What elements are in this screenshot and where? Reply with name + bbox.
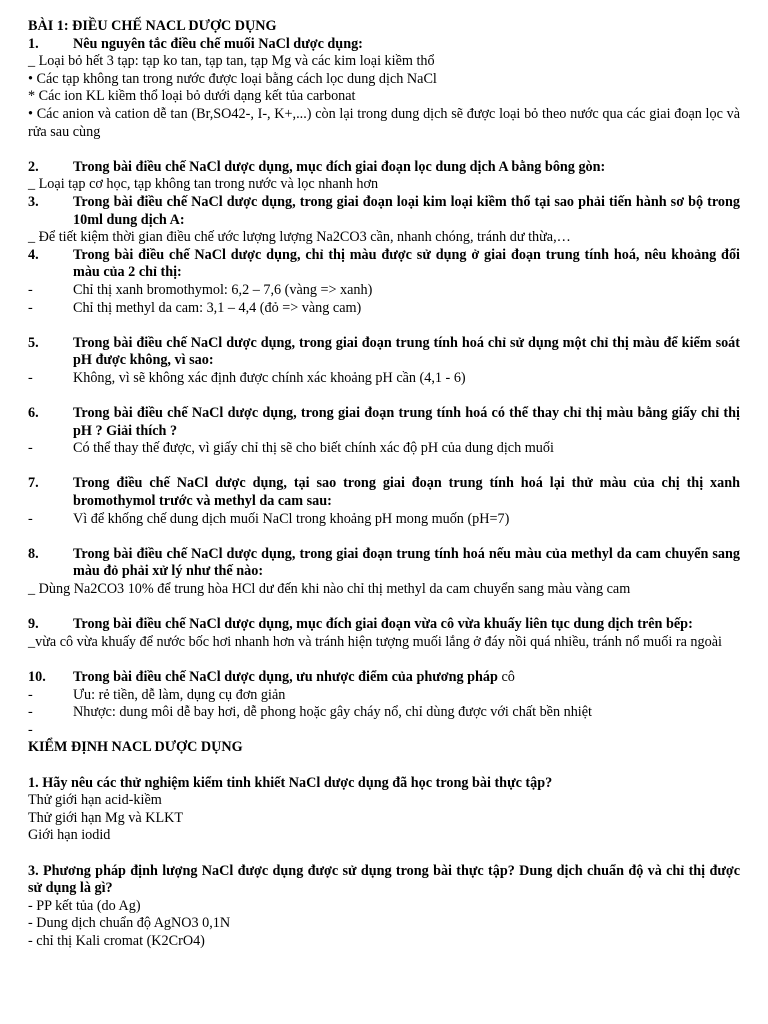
question-number: 1.	[28, 35, 39, 52]
dash-marker: -	[28, 440, 33, 457]
question-text: Trong bài điều chế NaCl dược dụng, trong giai đoạn trung tính hoá nếu màu của methyl da cam chuyển sang màu đỏ phải xử lý như thế nào:	[73, 545, 740, 580]
question-text: Nêu nguyên tắc điều chế muối NaCl dược dụng:	[73, 35, 363, 52]
question-text: Trong bài điều chế NaCl dược dụng, mục đích giai đoạn vừa cô vừa khuấy liên tục dung dịch trên bếp:	[73, 616, 693, 633]
dash-marker: -	[28, 721, 33, 738]
answer-text: Chỉ thị xanh bromothymol: 6,2 – 7,6 (vàng => xanh)	[73, 281, 373, 298]
question-text-tail: cô	[501, 668, 515, 685]
answer-line: Giới hạn iodid	[28, 827, 111, 844]
answer-text: Không, vì sẽ không xác định được chính xác khoảng pH cần (4,1 - 6)	[73, 369, 466, 386]
answer-item	[28, 722, 740, 740]
question-text: Trong bài điều chế NaCl dược dụng, chỉ thị màu được sử dụng ở giai đoạn trung tính hoá, nêu khoảng đổi màu của 2 chỉ thị:	[73, 246, 740, 281]
question-number: 4.	[28, 246, 39, 263]
answer-line: - chỉ thị Kali cromat (K2CrO4)	[28, 932, 205, 949]
question-number: 3.	[28, 193, 39, 210]
question-number: 2.	[28, 158, 39, 175]
question-1	[28, 36, 740, 54]
question-6	[28, 405, 740, 440]
question-text: Trong điều chế NaCl dược dụng, tại sao trong giai đoạn trung tính hoá lại thử màu của chị thị xanh bromothymol trước và methyl da cam sau:	[73, 475, 740, 510]
question-9	[28, 616, 740, 634]
s2-question-1: 1. Hãy nêu các thử nghiệm kiểm tinh khiết NaCl dược dụng đã học trong bài thực tập?	[28, 774, 553, 791]
dash-marker: -	[28, 686, 33, 703]
answer-line: _vừa cô vừa khuấy để nước bốc hơi nhanh hơn và tránh hiện tượng muối lắng ở đáy nồi quá nhiều, tránh nổ muối ra ngoài	[28, 633, 722, 650]
question-3	[28, 194, 740, 229]
answer-line: _ Để tiết kiệm thời gian điều chế ước lượng lượng Na2CO3 cần, nhanh chóng, tránh dư thừa,…	[28, 229, 571, 246]
answer-item	[28, 370, 740, 388]
answer-line: * Các ion KL kiềm thổ loại bỏ dưới dạng kết tủa carbonat	[28, 88, 356, 105]
dash-marker: -	[28, 369, 33, 386]
answer-item	[28, 282, 740, 300]
question-2	[28, 159, 740, 177]
question-number: 7.	[28, 475, 39, 492]
question-number: 6.	[28, 405, 39, 422]
question-number: 10.	[28, 668, 46, 685]
answer-text	[73, 722, 740, 740]
answer-line: _ Dùng Na2CO3 10% để trung hòa HCl dư đến khi nào chỉ thị methyl da cam chuyển sang màu vàng cam	[28, 581, 631, 597]
question-text: Trong bài điều chế NaCl dược dụng, ưu nhược điểm của phương pháp	[73, 668, 498, 685]
answer-text: Vì để khống chế dung dịch muối NaCl trong khoảng pH mong muốn (pH=7)	[73, 510, 510, 527]
answer-item	[28, 704, 740, 722]
answer-text: Có thể thay thế được, vì giấy chỉ thị sẽ cho biết chính xác độ pH của dung dịch muối	[73, 440, 554, 457]
answer-item	[28, 687, 740, 705]
answer-text: Chỉ thị methyl da cam: 3,1 – 4,4 (đỏ => vàng cam)	[73, 299, 362, 316]
question-5	[28, 335, 740, 370]
question-text: Trong bài điều chế NaCl dược dụng, trong giai đoạn trung tính hoá có thể thay chỉ thị màu bằng giấy chỉ thị pH ? Giải thích ?	[73, 405, 740, 439]
answer-item	[28, 300, 740, 318]
answer-item	[28, 511, 740, 529]
question-7	[28, 475, 740, 510]
question-text: Trong bài điều chế NaCl dược dụng, mục đích giai đoạn lọc dung dịch A bằng bông gòn:	[73, 158, 606, 175]
section-title-preparation: BÀI 1: ĐIỀU CHẾ NACL DƯỢC DỤNG	[28, 18, 277, 34]
question-10	[28, 669, 740, 687]
dash-marker: -	[28, 299, 33, 316]
question-number: 5.	[28, 334, 39, 351]
question-8	[28, 546, 740, 581]
answer-line: _ Loại tạp cơ học, tạp không tan trong nước và lọc nhanh hơn	[28, 176, 379, 193]
answer-line: • Các anion và cation dễ tan (Br,SO42-, I-, K+,...) còn lại trong dung dịch sẽ được loại bỏ theo nước qua các giai đoạn lọc và rửa sau cùng	[28, 105, 740, 140]
question-number: 9.	[28, 616, 39, 633]
answer-line: - PP kết tủa (do Ag)	[28, 897, 141, 914]
answer-line: _ Loại bỏ hết 3 tạp: tạp ko tan, tạp tan, tạp Mg và các kim loại kiềm thổ	[28, 53, 435, 70]
dash-marker: -	[28, 704, 33, 721]
answer-text: Ưu: rẻ tiền, dễ làm, dụng cụ đơn giản	[73, 686, 286, 703]
answer-line: Thử giới hạn Mg và KLKT	[28, 809, 184, 826]
section-title-quality-control: KIỂM ĐỊNH NACL DƯỢC DỤNG	[28, 739, 243, 756]
question-text: Trong bài điều chế NaCl dược dụng, trong giai đoạn trung tính hoá chỉ sử dụng một chỉ thị màu để kiểm soát pH được không, vì sao:	[73, 334, 740, 369]
dash-marker: -	[28, 510, 33, 527]
question-4	[28, 247, 740, 282]
answer-item	[28, 440, 740, 458]
question-text: Trong bài điều chế NaCl dược dụng, trong giai đoạn loại kim loại kiềm thổ tại sao phải tiến hành sơ bộ trong 10ml dung dịch A:	[73, 193, 740, 228]
answer-line: - Dung dịch chuẩn độ AgNO3 0,1N	[28, 915, 231, 932]
answer-line: Thử giới hạn acid-kiềm	[28, 792, 162, 809]
answer-text: Nhược: dung môi dễ bay hơi, dễ phong hoặc gây cháy nổ, chỉ dùng được với chất bền nhiệt	[73, 704, 592, 721]
s2-question-3: 3. Phương pháp định lượng NaCl được dụng được sử dụng trong bài thực tập? Dung dịch chuẩn độ và chỉ thị được sử dụng là gì?	[28, 862, 740, 897]
question-number: 8.	[28, 545, 39, 562]
dash-marker: -	[28, 281, 33, 298]
answer-line: • Các tạp không tan trong nước được loại bằng cách lọc dung dịch NaCl	[28, 70, 437, 87]
